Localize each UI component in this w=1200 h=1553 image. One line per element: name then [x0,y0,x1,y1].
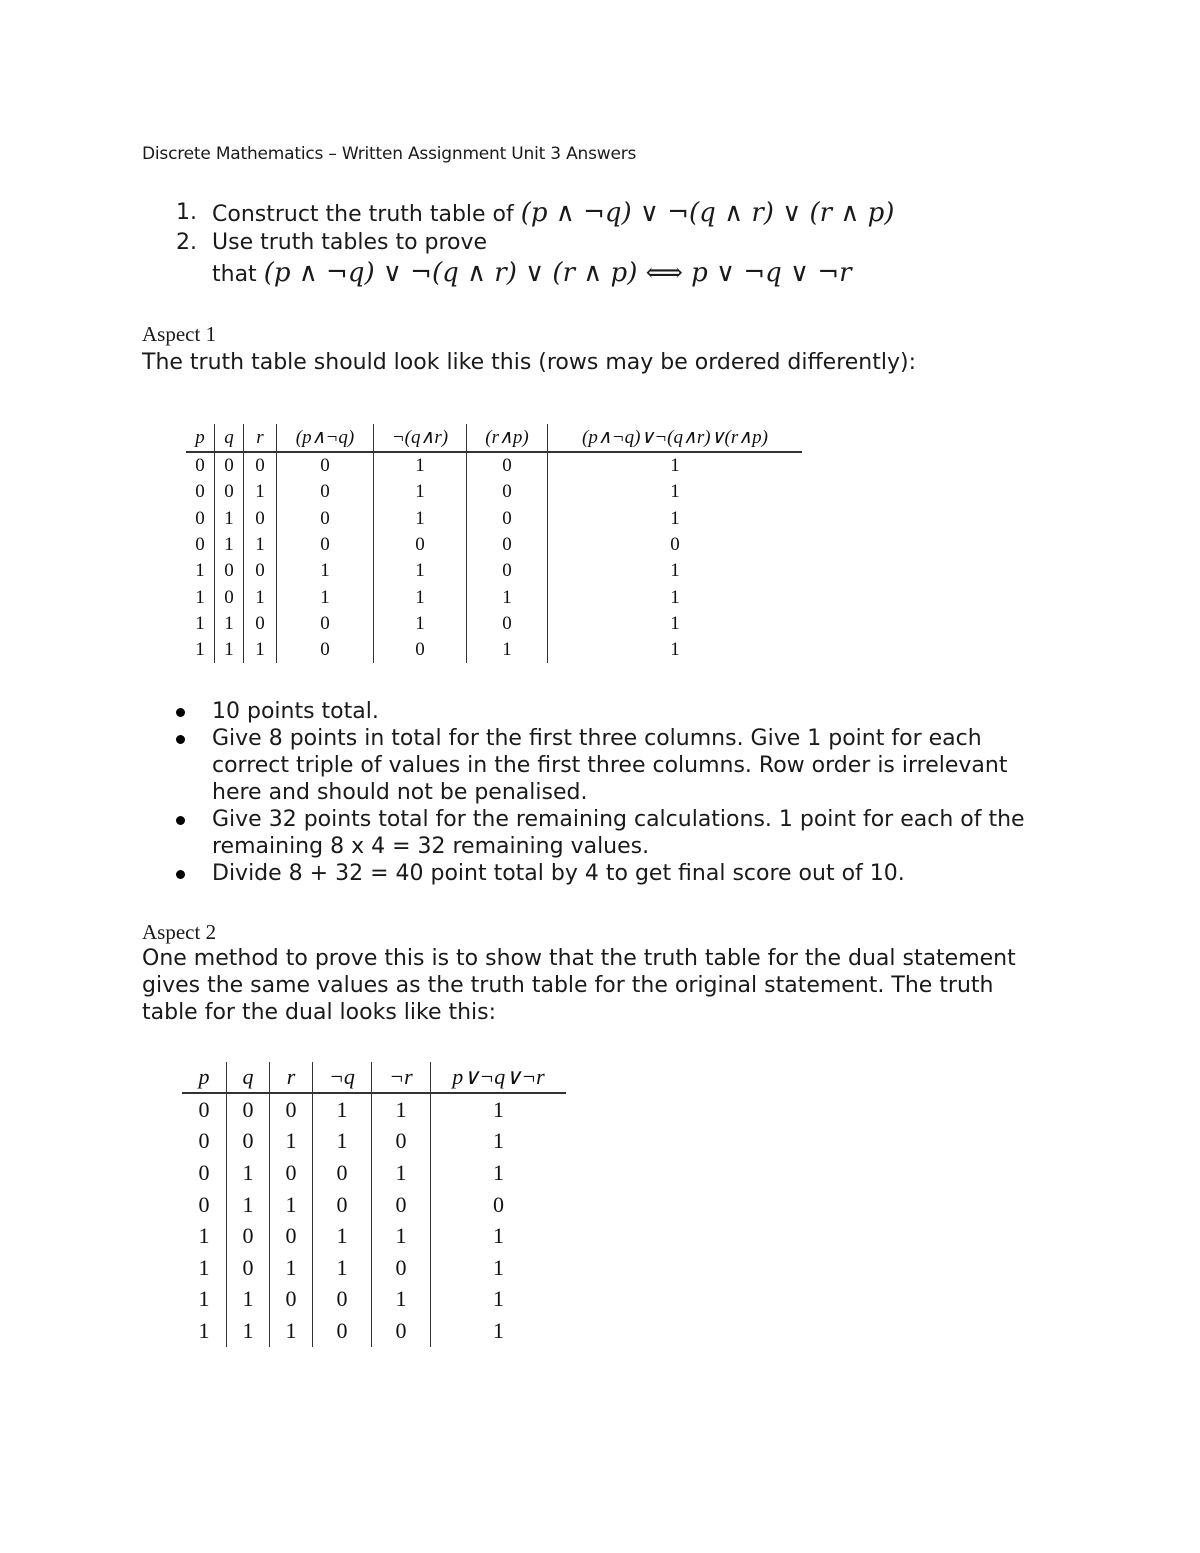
table-cell: 0 [270,1220,313,1252]
bullet-text: 10 points total. [212,699,379,724]
table-cell: 1 [670,455,680,477]
table-cell: 1 [182,1315,227,1347]
question-list [176,198,1076,290]
table-cell: 0 [467,479,548,505]
table-cell: 1 [215,506,244,532]
table-cell: 1 [670,639,680,661]
table-cell: 1 [493,1223,504,1249]
question-text-continued: that [212,262,257,287]
table-cell: 0 [467,452,548,479]
column-header: q [215,424,244,452]
table-row [182,1220,566,1252]
table-cell: 0 [186,452,215,479]
table-cell: 1 [493,1128,504,1154]
table-cell: 0 [227,1126,270,1158]
table-cell: 1 [227,1315,270,1347]
table-cell: 1 [670,507,680,529]
document-title: Discrete Mathematics – Written Assignment Unit 3 Answers [142,144,637,164]
bullet-icon [176,870,185,879]
table-row [182,1189,566,1221]
table-cell: 1 [313,1093,372,1126]
table-cell: 0 [215,558,244,584]
aspect-2-intro: One method to prove this is to show that the truth table for the dual statement gives the same values as the truth table for the original statement. The truth table for the dual looks like this: [142,946,1016,1025]
bullet-text: Give 32 points total for the remaining calculations. 1 point for each of the remaining 8 x 4 = 32 remaining values. [212,807,1025,859]
table-cell: 0 [372,1126,431,1158]
aspect-2-heading: Aspect 2 [142,920,217,944]
bullet-item [176,860,1056,887]
table-cell: 0 [277,637,374,663]
table-cell: 1 [227,1189,270,1221]
table-cell: 0 [270,1157,313,1189]
table-cell: 1 [215,637,244,663]
table-cell: 1 [186,584,215,610]
aspect-1-intro: The truth table should look like this (rows may be ordered differently): [142,350,916,375]
question-text: Use truth tables to prove [212,230,488,255]
table-cell: 0 [313,1284,372,1316]
table-cell: 0 [227,1252,270,1284]
table-cell: 0 [277,506,374,532]
table-row [186,452,802,479]
question-text: Construct the truth table of [212,202,514,227]
table-row [186,532,802,558]
table-cell: 1 [313,1126,372,1158]
table-cell: 0 [244,506,277,532]
table-cell: 1 [215,611,244,637]
question-formula: (p ∧ ¬q) ∨ ¬(q ∧ r) ∨ (r ∧ p) ⟺ p ∨ ¬q ∨ ¬r [263,258,852,288]
table-row [182,1126,566,1158]
grading-bullet-list [176,698,1056,887]
column-header: ¬r [372,1062,431,1093]
table-cell: 1 [670,560,680,582]
table-cell: 1 [227,1157,270,1189]
table-cell: 0 [270,1093,313,1126]
table-cell: 1 [493,1317,504,1343]
table-cell: 1 [227,1284,270,1316]
table-cell: 1 [313,1252,372,1284]
column-header: (p∧¬q) [277,424,374,452]
table-cell: 1 [374,506,467,532]
table-row [186,611,802,637]
table-cell: 0 [467,558,548,584]
table-cell: 0 [227,1220,270,1252]
table-cell: 0 [277,452,374,479]
table-cell: 1 [670,481,680,503]
table-cell: 0 [313,1157,372,1189]
bullet-text: Give 8 points in total for the first three columns. Give 1 point for each correct triple of values in the first three columns. Row order is irrelevant here and should not be penalised. [212,726,1008,805]
truth-table-dual [182,1062,566,1347]
column-header: p [182,1062,227,1093]
table-cell: 0 [215,452,244,479]
bullet-item [176,725,1056,806]
table-cell: 1 [374,452,467,479]
table-cell: 1 [467,637,548,663]
table-cell: 1 [372,1284,431,1316]
column-header: q [227,1062,270,1093]
table-cell: 1 [372,1220,431,1252]
table-row [182,1252,566,1284]
table-row [186,479,802,505]
table-cell: 0 [467,506,548,532]
table-cell: 0 [372,1189,431,1221]
table-cell: 0 [215,479,244,505]
table-cell: 0 [467,532,548,558]
bullet-item [176,806,1056,860]
table-cell: 1 [244,584,277,610]
table-row [186,558,802,584]
table-cell: 1 [313,1220,372,1252]
bullet-item [176,698,1056,725]
column-header: p [186,424,215,452]
table-cell: 0 [182,1157,227,1189]
table-cell: 1 [270,1252,313,1284]
table-cell: 1 [215,532,244,558]
table-row [186,506,802,532]
table-cell: 0 [244,452,277,479]
table-cell: 1 [277,558,374,584]
table-cell: 0 [313,1189,372,1221]
table-header-row [186,424,802,452]
table-cell: 1 [374,479,467,505]
table-cell: 0 [374,532,467,558]
table-cell: 0 [493,1191,504,1217]
table-cell: 1 [182,1220,227,1252]
table-cell: 0 [277,479,374,505]
table-cell: 0 [244,558,277,584]
bullet-icon [176,735,185,744]
table-cell: 0 [227,1093,270,1126]
table-row [182,1157,566,1189]
table-cell: 1 [270,1126,313,1158]
table-cell: 1 [374,611,467,637]
column-header: (r∧p) [467,424,548,452]
table-cell: 0 [372,1315,431,1347]
bullet-text: Divide 8 + 32 = 40 point total by 4 to get final score out of 10. [212,861,905,886]
table-cell: 1 [186,637,215,663]
column-header: ¬(q∧r) [374,424,467,452]
table-cell: 0 [277,611,374,637]
column-header: r [270,1062,313,1093]
table-cell: 1 [186,611,215,637]
table-cell: 0 [374,637,467,663]
table-cell: 1 [372,1157,431,1189]
table-cell: 1 [493,1159,504,1185]
bullet-icon [176,816,185,825]
table-cell: 1 [670,612,680,634]
table-cell: 1 [277,584,374,610]
column-header: r [244,424,277,452]
table-cell: 1 [374,584,467,610]
table-cell: 1 [244,532,277,558]
table-cell: 0 [244,611,277,637]
table-row [182,1315,566,1347]
table-cell: 1 [467,584,548,610]
table-cell: 1 [244,479,277,505]
table-cell: 0 [186,479,215,505]
table-cell: 1 [270,1189,313,1221]
question-number: 1. [176,200,197,225]
question-1 [176,198,1076,230]
table-cell: 1 [493,1096,504,1122]
table-row [186,637,802,663]
question-formula: (p ∧ ¬q) ∨ ¬(q ∧ r) ∨ (r ∧ p) [520,198,895,228]
table-cell: 1 [270,1315,313,1347]
table-cell: 0 [186,532,215,558]
table-cell: 0 [182,1126,227,1158]
table-cell: 1 [182,1252,227,1284]
truth-table-original [186,424,802,663]
table-header-row [182,1062,566,1093]
table-cell: 0 [186,506,215,532]
table-cell: 0 [277,532,374,558]
table-cell: 0 [182,1189,227,1221]
column-header: p∨¬q∨¬r [431,1062,567,1093]
table-row [186,584,802,610]
table-cell: 1 [244,637,277,663]
table-cell: 0 [215,584,244,610]
table-cell: 1 [493,1254,504,1280]
table-cell: 1 [372,1093,431,1126]
table-row [182,1093,566,1126]
aspect-1-heading: Aspect 1 [142,322,217,346]
column-header: ¬q [313,1062,372,1093]
table-cell: 1 [182,1284,227,1316]
table-cell: 1 [670,586,680,608]
table-cell: 1 [374,558,467,584]
question-2 [176,228,1076,290]
table-cell: 0 [372,1252,431,1284]
bullet-icon [176,708,185,717]
table-row [182,1284,566,1316]
table-cell: 0 [270,1284,313,1316]
table-cell: 0 [313,1315,372,1347]
question-number: 2. [176,230,197,255]
table-cell: 0 [670,534,680,556]
table-cell: 0 [182,1093,227,1126]
table-cell: 1 [493,1286,504,1312]
table-cell: 0 [467,611,548,637]
column-header: (p∧¬q)∨¬(q∧r)∨(r∧p) [548,424,803,452]
table-cell: 1 [186,558,215,584]
